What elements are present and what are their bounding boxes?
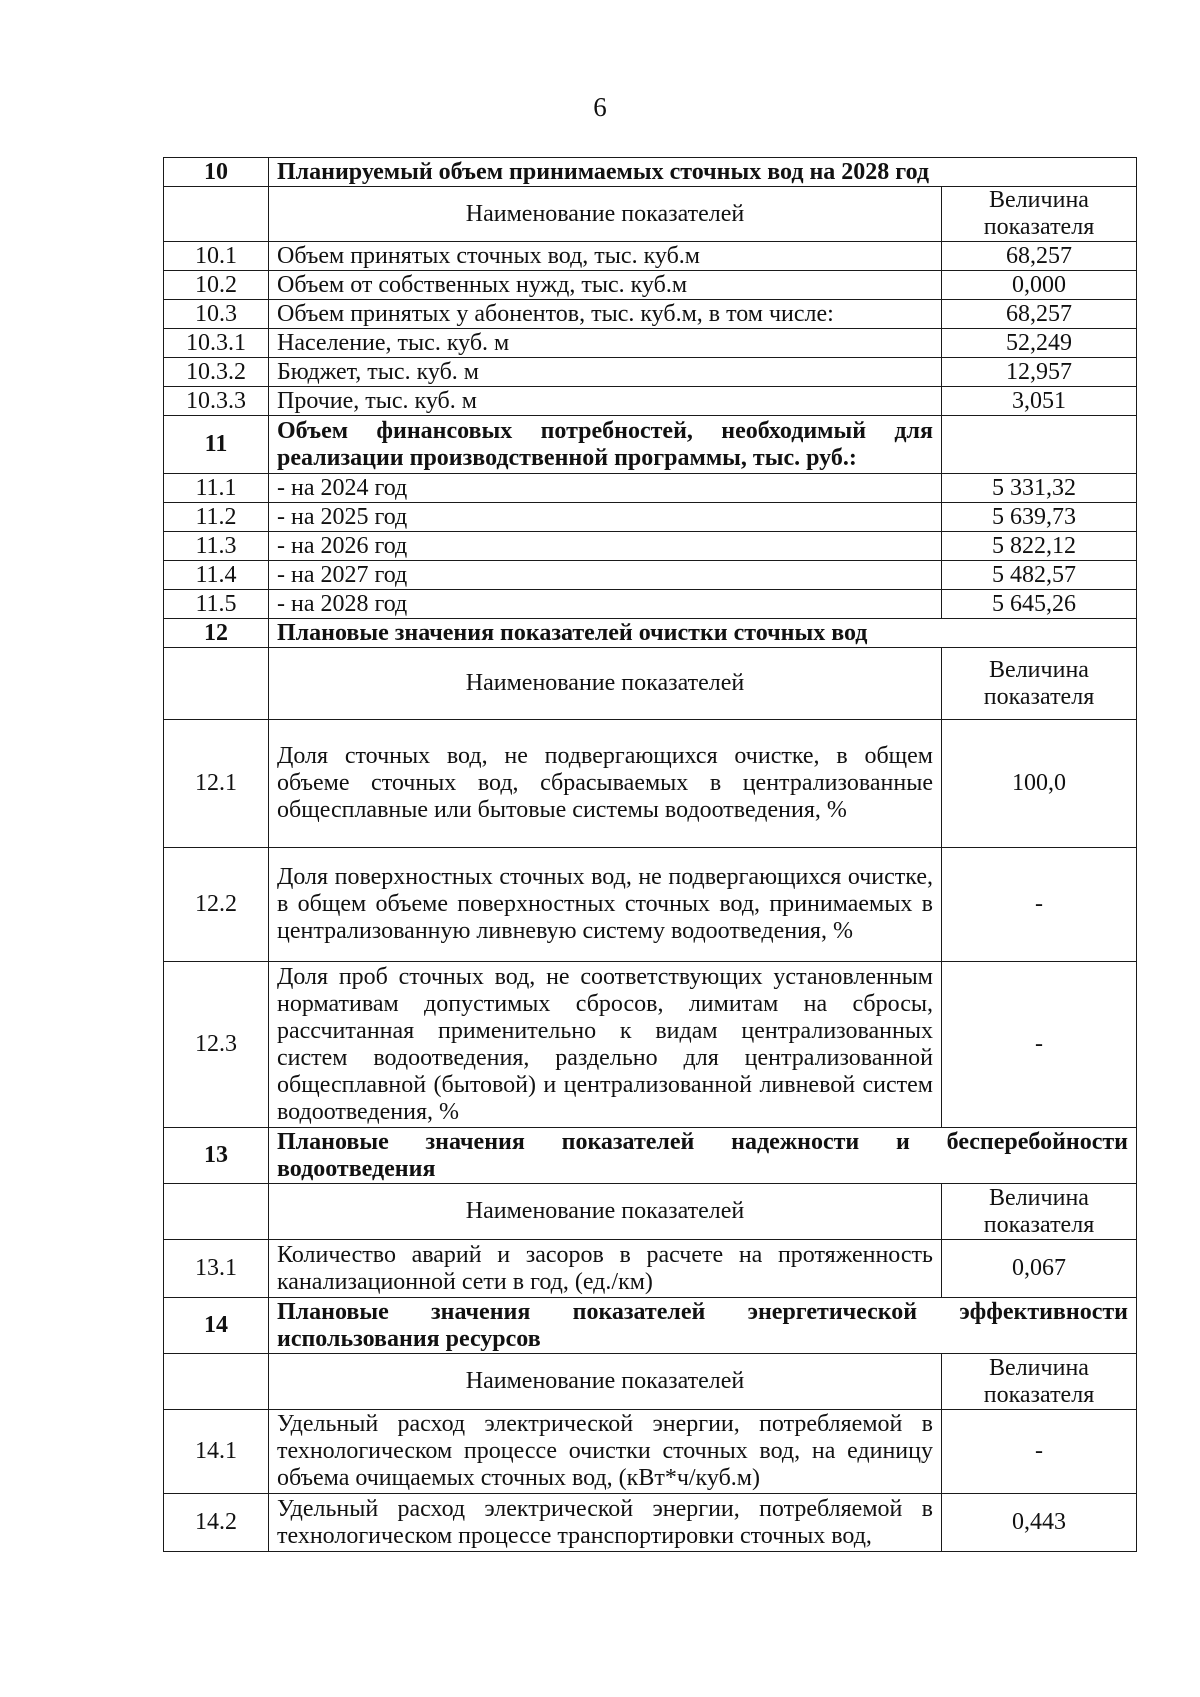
- table-row: [164, 1410, 1137, 1494]
- row-value: -: [942, 848, 1137, 962]
- section-title: Плановые значения показателей надежности и бесперебойности водоотведения: [269, 1128, 1137, 1184]
- row-name: Население, тыс. куб. м: [269, 329, 942, 358]
- row-name: Доля поверхностных сточных вод, не подвергающихся очистке, в общем объеме поверхностных сточных вод, принимаемых в централизованную ливневую систему водоотведения, %: [269, 848, 942, 962]
- row-name: Бюджет, тыс. куб. м: [269, 358, 942, 387]
- table-row: [164, 300, 1137, 329]
- row-value: 5 822,12: [942, 532, 1137, 561]
- row-number: 13.1: [164, 1240, 269, 1298]
- row-number: 11.1: [164, 474, 269, 503]
- row-number: 10.3.2: [164, 358, 269, 387]
- row-value: -: [942, 962, 1137, 1128]
- row-value: 0,067: [942, 1240, 1137, 1298]
- column-header-row: [164, 648, 1137, 720]
- row-name: Доля проб сточных вод, не соответствующих установленным нормативам допустимых сбросов, лимитам на сбросы, рассчитанная применительно к видам централизованных систем водоотведения, раздельно для централизованной общесплавной (бытовой) и централизованной ливневой систем водоотведения, %: [269, 962, 942, 1128]
- row-number: 11.5: [164, 590, 269, 619]
- table-row: [164, 962, 1137, 1128]
- row-number: 14.1: [164, 1410, 269, 1494]
- row-value: 68,257: [942, 300, 1137, 329]
- row-name: Объем принятых у абонентов, тыс. куб.м, в том числе:: [269, 300, 942, 329]
- column-header-value: Величина показателя: [942, 1354, 1137, 1410]
- section-title: Плановые значения показателей энергетической эффективности использования ресурсов: [269, 1298, 1137, 1354]
- row-value: 3,051: [942, 387, 1137, 416]
- column-header-name: Наименование показателей: [269, 187, 942, 242]
- table-row: [164, 590, 1137, 619]
- row-name: Количество аварий и засоров в расчете на протяженность канализационной сети в год, (ед./км): [269, 1240, 942, 1298]
- empty-cell: [164, 187, 269, 242]
- table-row: [164, 271, 1137, 300]
- empty-cell: [164, 1184, 269, 1240]
- row-number: 12.3: [164, 962, 269, 1128]
- section-number: 12: [164, 619, 269, 648]
- section-14-header: [164, 1298, 1137, 1354]
- row-name: Удельный расход электрической энергии, потребляемой в технологическом процессе очистки сточных вод, на единицу объема очищаемых сточных вод, (кВт*ч/куб.м): [269, 1410, 942, 1494]
- table-row: [164, 848, 1137, 962]
- row-value: -: [942, 1410, 1137, 1494]
- row-number: 12.2: [164, 848, 269, 962]
- section-13-header: [164, 1128, 1137, 1184]
- empty-cell: [164, 648, 269, 720]
- column-header-row: [164, 187, 1137, 242]
- table-row: [164, 561, 1137, 590]
- table-row: [164, 329, 1137, 358]
- row-value: 100,0: [942, 720, 1137, 848]
- row-number: 10.3.3: [164, 387, 269, 416]
- table-row: [164, 242, 1137, 271]
- section-number: 14: [164, 1298, 269, 1354]
- row-value: 5 639,73: [942, 503, 1137, 532]
- section-10-header: [164, 158, 1137, 187]
- table-row: [164, 720, 1137, 848]
- empty-cell: [942, 416, 1137, 474]
- row-value: 12,957: [942, 358, 1137, 387]
- row-number: 10.1: [164, 242, 269, 271]
- row-number: 10.3: [164, 300, 269, 329]
- row-value: 5 482,57: [942, 561, 1137, 590]
- row-number: 10.2: [164, 271, 269, 300]
- indicators-table: [163, 157, 1137, 1552]
- row-value: 68,257: [942, 242, 1137, 271]
- column-header-row: [164, 1184, 1137, 1240]
- row-value: 52,249: [942, 329, 1137, 358]
- row-number: 11.3: [164, 532, 269, 561]
- section-title: Плановые значения показателей очистки сточных вод: [269, 619, 1137, 648]
- table-row: [164, 1494, 1137, 1552]
- table-row: [164, 1240, 1137, 1298]
- row-number: 11.2: [164, 503, 269, 532]
- row-value: 0,000: [942, 271, 1137, 300]
- table-row: [164, 387, 1137, 416]
- column-header-name: Наименование показателей: [269, 1184, 942, 1240]
- table-row: [164, 532, 1137, 561]
- section-number: 13: [164, 1128, 269, 1184]
- section-title: Планируемый объем принимаемых сточных вод на 2028 год: [269, 158, 1137, 187]
- row-number: 12.1: [164, 720, 269, 848]
- page-number: 6: [593, 92, 607, 122]
- row-value: 0,443: [942, 1494, 1137, 1552]
- section-12-header: [164, 619, 1137, 648]
- row-name: Прочие, тыс. куб. м: [269, 387, 942, 416]
- column-header-value: Величина показателя: [942, 648, 1137, 720]
- section-number: 11: [164, 416, 269, 474]
- table-row: [164, 503, 1137, 532]
- row-number: 11.4: [164, 561, 269, 590]
- row-name: - на 2026 год: [269, 532, 942, 561]
- row-name: - на 2027 год: [269, 561, 942, 590]
- section-title: Объем финансовых потребностей, необходимый для реализации производственной программы, тыс. руб.:: [269, 416, 942, 474]
- row-name: Объем принятых сточных вод, тыс. куб.м: [269, 242, 942, 271]
- column-header-value: Величина показателя: [942, 1184, 1137, 1240]
- section-number: 10: [164, 158, 269, 187]
- row-value: 5 645,26: [942, 590, 1137, 619]
- row-name: - на 2028 год: [269, 590, 942, 619]
- table-row: [164, 358, 1137, 387]
- row-number: 14.2: [164, 1494, 269, 1552]
- row-name: Доля сточных вод, не подвергающихся очистке, в общем объеме сточных вод, сбрасываемых в централизованные общесплавные или бытовые системы водоотведения, %: [269, 720, 942, 848]
- row-name: - на 2024 год: [269, 474, 942, 503]
- row-name: Удельный расход электрической энергии, потребляемой в технологическом процессе транспортировки сточных вод,: [269, 1494, 942, 1552]
- column-header-name: Наименование показателей: [269, 1354, 942, 1410]
- row-number: 10.3.1: [164, 329, 269, 358]
- column-header-row: [164, 1354, 1137, 1410]
- row-name: Объем от собственных нужд, тыс. куб.м: [269, 271, 942, 300]
- column-header-name: Наименование показателей: [269, 648, 942, 720]
- table-row: [164, 474, 1137, 503]
- row-name: - на 2025 год: [269, 503, 942, 532]
- empty-cell: [164, 1354, 269, 1410]
- column-header-value: Величина показателя: [942, 187, 1137, 242]
- section-11-header: [164, 416, 1137, 474]
- row-value: 5 331,32: [942, 474, 1137, 503]
